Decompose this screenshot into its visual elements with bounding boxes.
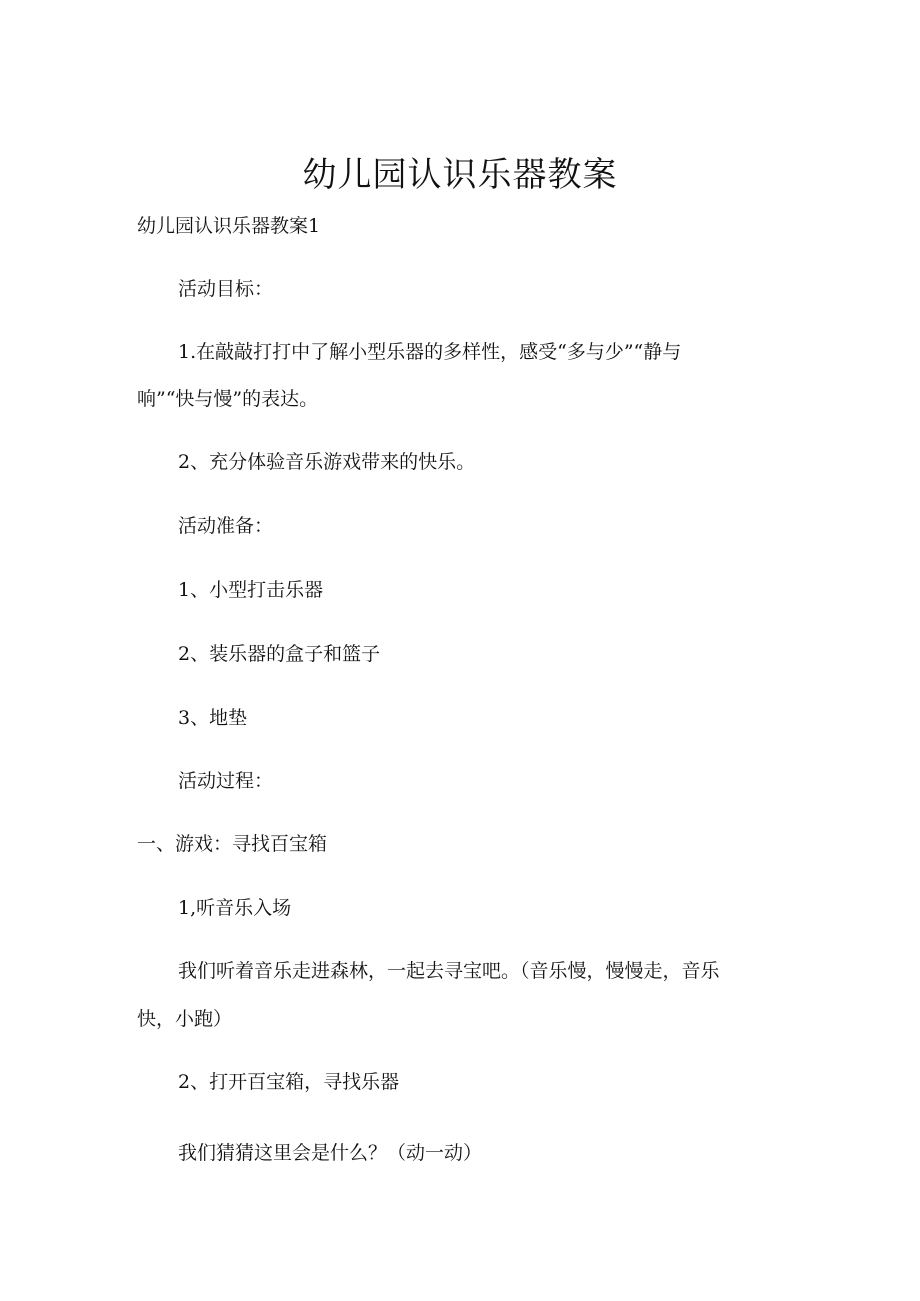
paragraph-line: 2、充分体验音乐游戏带来的快乐。 xyxy=(178,451,476,473)
paragraph-line: 我们听着音乐走进森林，一起去寻宝吧。（音乐慢，慢慢走，音乐 xyxy=(178,960,720,982)
paragraph-line: 活动目标： xyxy=(178,278,274,300)
paragraph-line: 1、小型打击乐器 xyxy=(178,579,324,601)
paragraph-line: 响”“快与慢”的表达。 xyxy=(137,388,319,410)
paragraph-line: 1.在敲敲打打中了解小型乐器的多样性，感受“多与少”“静与 xyxy=(178,341,682,363)
paragraph-line: 我们猜猜这里会是什么？（动一动） xyxy=(178,1142,483,1164)
paragraph-line: 1,听音乐入场 xyxy=(178,897,292,919)
paragraph-line: 活动准备： xyxy=(178,515,274,537)
paragraph-line: 3、地垫 xyxy=(178,707,248,729)
section-heading: 幼儿园认识乐器教案1 xyxy=(137,215,321,237)
paragraph-line: 2、打开百宝箱，寻找乐器 xyxy=(178,1071,400,1093)
paragraph-line: 一、游戏：寻找百宝箱 xyxy=(137,833,328,855)
paragraph-line: 2、装乐器的盒子和篮子 xyxy=(178,643,381,665)
document-title: 幼儿园认识乐器教案 xyxy=(302,155,618,195)
paragraph-line: 快，小跑） xyxy=(137,1008,233,1030)
paragraph-line: 活动过程： xyxy=(178,770,274,792)
